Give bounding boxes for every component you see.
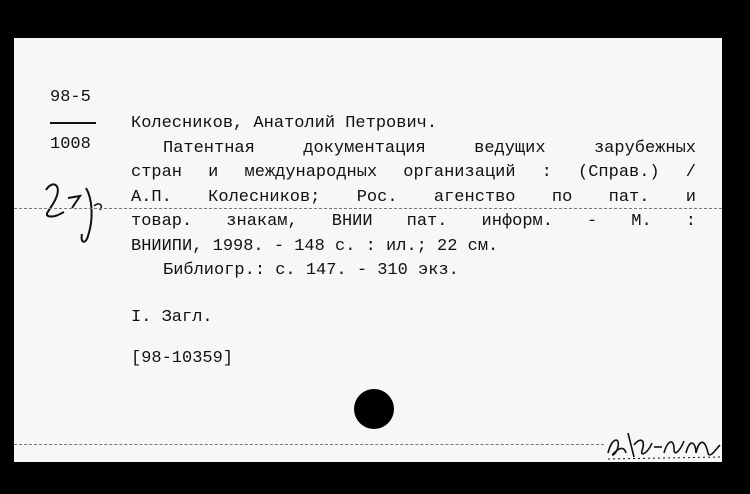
- added-entry: I. Загл.: [131, 307, 213, 327]
- shelf-mark-rule: [50, 122, 96, 124]
- card-bottom-guide-line: [14, 444, 604, 445]
- record-number: [98-10359]: [131, 349, 234, 368]
- author-heading: Колесников, Анатолий Петрович.: [131, 114, 438, 133]
- catalog-card: [14, 38, 722, 462]
- title-line: Патентная документация ведущих зарубежных: [163, 138, 696, 158]
- title-line: А.П. Колесников; Рос. агенство по пат. и: [131, 187, 696, 207]
- inventory-number: 1008: [50, 135, 91, 154]
- title-line: стран и международных организаций : (Справ.) /: [131, 163, 696, 182]
- title-line: товар. знакам, ВНИИ пат. информ. - М. :: [131, 212, 696, 231]
- bibliography-note: Библиогр.: с. 147. - 310 экз.: [163, 261, 459, 280]
- title-line: ВНИИПИ, 1998. - 148 с. : ил.; 22 см.: [131, 236, 499, 256]
- shelf-mark: 98-5: [50, 88, 91, 107]
- handwritten-signature: [604, 423, 722, 463]
- handwritten-mark: [34, 178, 114, 248]
- card-punch-hole: [354, 389, 394, 429]
- card-body: [131, 112, 696, 372]
